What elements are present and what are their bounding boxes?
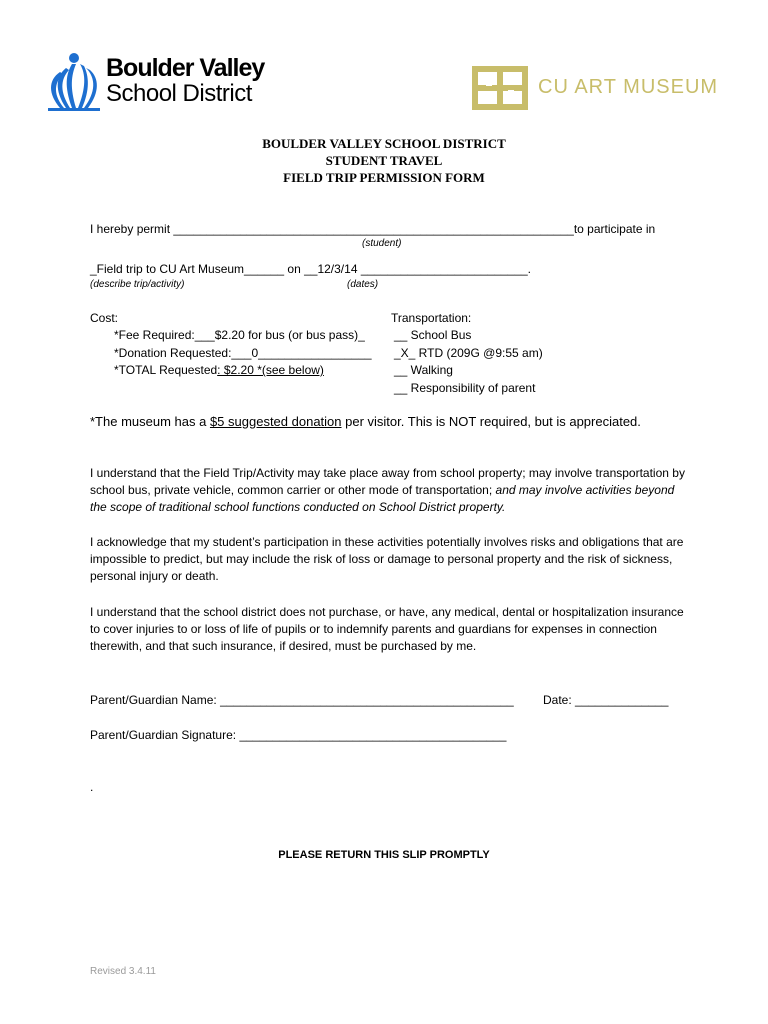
paragraph-risk-acknowledgement: I acknowledge that my student’s participation in these activities potentially involves risks and obligations that are impossible to predict, but may include the risk of loss or damage to personal property and the risk of sickness, personal injury or death. <box>90 535 684 583</box>
transport-option-school-bus[interactable]: __ School Bus <box>394 328 472 342</box>
guardian-signature-label: Parent/Guardian Signature: <box>90 728 240 742</box>
guardian-name-label: Parent/Guardian Name: <box>90 693 221 707</box>
guardian-signature-field[interactable]: ________________________________________ <box>239 728 507 742</box>
permit-suffix: to participate in <box>573 222 656 236</box>
permit-prefix: I hereby permit <box>90 222 174 236</box>
museum-donation-note <box>90 414 641 430</box>
fee-required-line: *Fee Required:___$2.20 for bus (or bus pass)_ <box>114 328 365 342</box>
stray-dot: . <box>90 780 94 794</box>
paragraph-insurance: I understand that the school district does not purchase, or have, any medical, dental or hospitalization insurance to cover injuries to or loss of life of pupils or to indemnify parents and guardians for expenses in connection therewith, and that such insurance, if desired, must be purchased by me. <box>90 605 684 653</box>
transport-option-rtd[interactable]: _X_ RTD (209G @9:55 am) <box>394 346 543 360</box>
transport-option-parent[interactable]: __ Responsibility of parent <box>394 381 536 395</box>
student-label: (student) <box>362 238 402 249</box>
form-title-student-travel: STUDENT TRAVEL <box>325 153 443 168</box>
paragraph-1-text: I understand that the Field Trip/Activity may take place away from school property; may involve transportation by school bus, private vehicle, common carrier or other mode of transportation; <box>90 466 685 497</box>
museum-note-after: per visitor. This is NOT required, but is appreciated. <box>341 414 641 429</box>
paragraph-1-italic: and may involve activities beyond the scope of traditional school functions conducted on School District property. <box>90 483 675 514</box>
guardian-name-line <box>90 693 514 708</box>
form-title-district: BOULDER VALLEY SCHOOL DISTRICT <box>262 136 506 151</box>
cu-logo-text: CU ART MUSEUM <box>538 76 719 98</box>
transport-option-walking[interactable]: __ Walking <box>394 363 453 377</box>
total-line <box>114 363 324 378</box>
bvsd-fan-icon <box>46 52 102 114</box>
guardian-signature-line <box>90 728 506 743</box>
bvsd-logo-name: Boulder Valley <box>106 54 265 82</box>
date-field[interactable]: ______________ <box>575 693 669 707</box>
dates-label: (dates) <box>347 279 379 290</box>
bvsd-logo-subname: School District <box>106 80 252 107</box>
trip-field[interactable]: _Field trip to CU Art Museum______ on __12/3/14 _________________________. <box>90 262 532 276</box>
cost-heading: Cost: <box>90 311 119 325</box>
return-slip-note: PLEASE RETURN THIS SLIP PROMPTLY <box>278 849 490 861</box>
revision-footer: Revised 3.4.11 <box>90 966 156 977</box>
date-label: Date: <box>543 693 576 707</box>
total-label: *TOTAL Requested <box>114 363 218 377</box>
bvsd-logo <box>46 52 276 114</box>
total-value: : $2.20 *(see below) <box>217 363 324 377</box>
student-name-field[interactable]: ____________________________________________________________ <box>173 222 574 236</box>
permit-line <box>90 222 655 237</box>
paragraph-field-trip-understanding <box>90 465 690 516</box>
cu-emblem-icon <box>472 66 528 110</box>
guardian-name-field[interactable]: ____________________________________________ <box>220 693 514 707</box>
donation-line: *Donation Requested:___0_________________ <box>114 346 372 360</box>
describe-trip-label: (describe trip/activity) <box>90 279 185 290</box>
cu-art-museum-logo <box>472 66 734 110</box>
transportation-heading: Transportation: <box>391 311 472 325</box>
suggested-donation-text: $5 suggested donation <box>209 414 342 429</box>
museum-note-before: *The museum has a <box>90 414 210 429</box>
form-title-permission: FIELD TRIP PERMISSION FORM <box>283 170 485 185</box>
date-line <box>543 693 668 708</box>
